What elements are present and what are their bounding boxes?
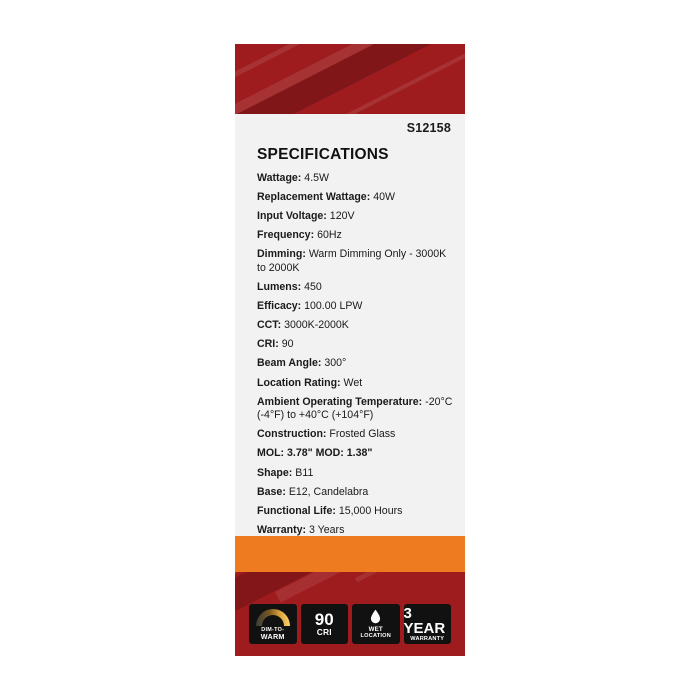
specifications-section xyxy=(257,146,453,543)
spec-value: E12, Candelabra xyxy=(288,485,369,498)
spec-row-ambient-operating-temperature xyxy=(257,396,453,423)
badge-wet-line2: LOCATION xyxy=(360,632,391,639)
spec-row-input-voltage xyxy=(257,210,453,224)
spec-key: Dimming: xyxy=(257,248,306,261)
badge-wet-line1: WET xyxy=(368,625,383,633)
spec-value: Frosted Glass xyxy=(329,428,396,441)
spec-key: Lumens: xyxy=(257,281,302,294)
badge-cri-90 xyxy=(301,604,349,644)
badge-warranty xyxy=(404,604,452,644)
water-droplet-icon xyxy=(370,609,381,624)
badge-dim-to-warm xyxy=(249,604,297,644)
badge-dim-line1: DIM-TO- xyxy=(261,626,285,633)
spec-value: 90 xyxy=(281,338,294,351)
spec-value: 4.5W xyxy=(304,172,330,184)
spec-value: 60Hz xyxy=(317,229,342,242)
spec-key: Shape: xyxy=(257,466,293,479)
spec-value: -20°C (-4°F) to +40°C (+104°F) xyxy=(257,395,453,422)
spec-row-functional-life xyxy=(257,505,453,519)
spec-row-location-rating xyxy=(257,377,453,391)
badge-cri-label: CRI xyxy=(316,627,332,637)
sku-code: S12158 xyxy=(406,121,451,135)
spec-key: MOL: 3.78" MOD: 1.38" xyxy=(257,447,373,460)
spec-value: 450 xyxy=(304,281,322,294)
spec-row-cct xyxy=(257,319,453,333)
spec-value: B11 xyxy=(295,466,314,479)
spec-key: Construction: xyxy=(257,428,327,441)
spec-key: Frequency: xyxy=(257,229,315,242)
specifications-heading: SPECIFICATIONS xyxy=(257,146,389,163)
spec-value: Warm Dimming Only - 3000K to 2000K xyxy=(257,248,447,274)
spec-key: Input Voltage: xyxy=(257,210,327,223)
spec-value: 40W xyxy=(373,191,395,204)
spec-row-replacement-wattage xyxy=(257,191,453,205)
top-red-band xyxy=(235,44,465,114)
spec-value: 120V xyxy=(329,210,355,223)
spec-key: Ambient Operating Temperature: xyxy=(257,395,423,408)
badge-warranty-label: WARRANTY xyxy=(410,635,445,642)
spec-row-wattage xyxy=(257,172,453,186)
spec-row-lumens xyxy=(257,281,453,295)
spec-row-base xyxy=(257,486,453,500)
spec-key: Location Rating: xyxy=(257,376,341,389)
spec-key: Replacement Wattage: xyxy=(257,191,371,204)
spec-key: Beam Angle: xyxy=(257,357,322,370)
feature-badge-strip xyxy=(249,604,451,644)
spec-row-construction xyxy=(257,428,453,442)
badge-warranty-years: 3 YEAR xyxy=(403,604,446,637)
badge-dim-line2: WARM xyxy=(260,632,285,641)
spec-key: CRI: xyxy=(257,338,279,351)
spec-row-shape xyxy=(257,467,453,481)
spec-row-mol-mod xyxy=(257,447,453,461)
spec-value: Wet xyxy=(343,376,363,389)
spec-row-beam-angle xyxy=(257,357,453,371)
dim-to-warm-gradient-icon xyxy=(256,609,290,626)
product-label-panel xyxy=(235,44,465,656)
spec-row-dimming xyxy=(257,248,453,275)
band-stripe xyxy=(355,572,465,582)
spec-key: Functional Life: xyxy=(257,504,336,517)
spec-row-frequency xyxy=(257,229,453,243)
spec-value: 3000K-2000K xyxy=(284,319,349,332)
spec-key: Efficacy: xyxy=(257,300,302,313)
spec-key: CCT: xyxy=(257,319,282,332)
spec-value: 100.00 LPW xyxy=(304,300,363,313)
spec-key: Warranty: xyxy=(257,523,307,536)
spec-value: 3 Years xyxy=(309,523,345,536)
spec-row-cri xyxy=(257,338,453,352)
spec-value: 15,000 Hours xyxy=(338,504,403,517)
badge-cri-value: 90 xyxy=(314,610,334,629)
spec-row-efficacy xyxy=(257,300,453,314)
spec-key: Base: xyxy=(257,485,286,498)
spec-key: Wattage: xyxy=(257,172,302,184)
band-stripe xyxy=(275,572,465,603)
spec-value: 300° xyxy=(324,357,347,370)
orange-divider-band xyxy=(235,536,465,572)
badge-wet-location xyxy=(352,604,400,644)
